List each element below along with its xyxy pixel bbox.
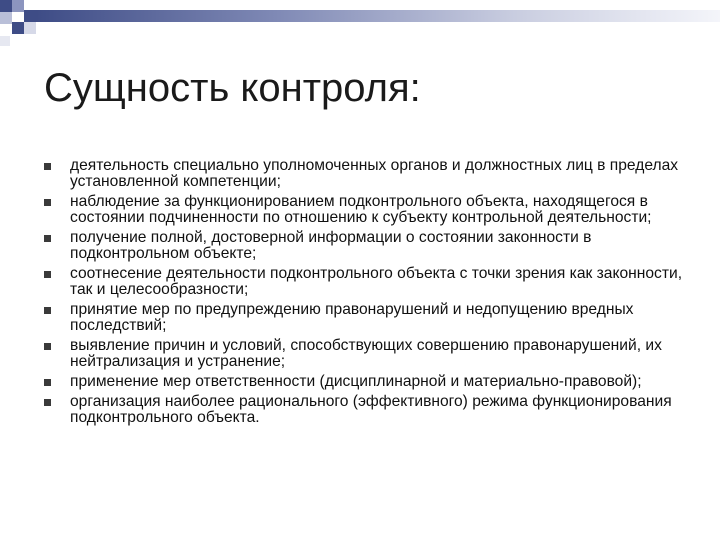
square-bullet-icon — [44, 199, 51, 206]
list-item-text: деятельность специально уполномоченных органов и должностных лиц в пределах установленной компетенции; — [70, 157, 679, 190]
list-item-text: получение полной, достоверной информации о состоянии законности в подконтрольном объекте; — [70, 229, 592, 262]
list-item — [44, 230, 694, 262]
list-item-text: организация наиболее рационального (эффективного) режима функционирования подконтрольного объекта. — [70, 393, 672, 426]
square-bullet-icon — [44, 343, 51, 350]
decor-square-icon — [0, 12, 12, 24]
list-item — [44, 302, 694, 334]
decor-square-icon — [24, 10, 36, 22]
list-item — [44, 338, 694, 370]
list-item-text: выявление причин и условий, способствующих совершению правонарушений, их нейтрализация и устранение; — [70, 337, 662, 370]
list-item — [44, 194, 694, 226]
list-item-text: принятие мер по предупреждению правонарушений и недопущению вредных последствий; — [70, 301, 634, 334]
square-bullet-icon — [44, 379, 51, 386]
bullet-list — [44, 158, 694, 430]
list-item-text: наблюдение за функционированием подконтрольного объекта, находящегося в состоянии подчиненности по отношению к субъекту контрольной деятельности; — [70, 193, 652, 226]
list-item-text: соотнесение деятельности подконтрольного объекта с точки зрения как законности, так и целесообразности; — [70, 265, 683, 298]
header-gradient-bar — [36, 10, 720, 22]
slide-title: Сущность контроля: — [44, 66, 421, 110]
decor-square-icon — [12, 0, 24, 12]
list-item — [44, 374, 694, 390]
square-bullet-icon — [44, 399, 51, 406]
decor-square-icon — [24, 22, 36, 34]
list-item-text: применение мер ответственности (дисциплинарной и материально-правовой); — [70, 373, 642, 390]
square-bullet-icon — [44, 235, 51, 242]
square-bullet-icon — [44, 163, 51, 170]
list-item — [44, 394, 694, 426]
decor-square-icon — [0, 0, 12, 12]
square-bullet-icon — [44, 307, 51, 314]
square-bullet-icon — [44, 271, 51, 278]
decor-square-icon — [12, 22, 24, 34]
list-item — [44, 266, 694, 298]
decor-square-icon — [0, 36, 10, 46]
list-item — [44, 158, 694, 190]
